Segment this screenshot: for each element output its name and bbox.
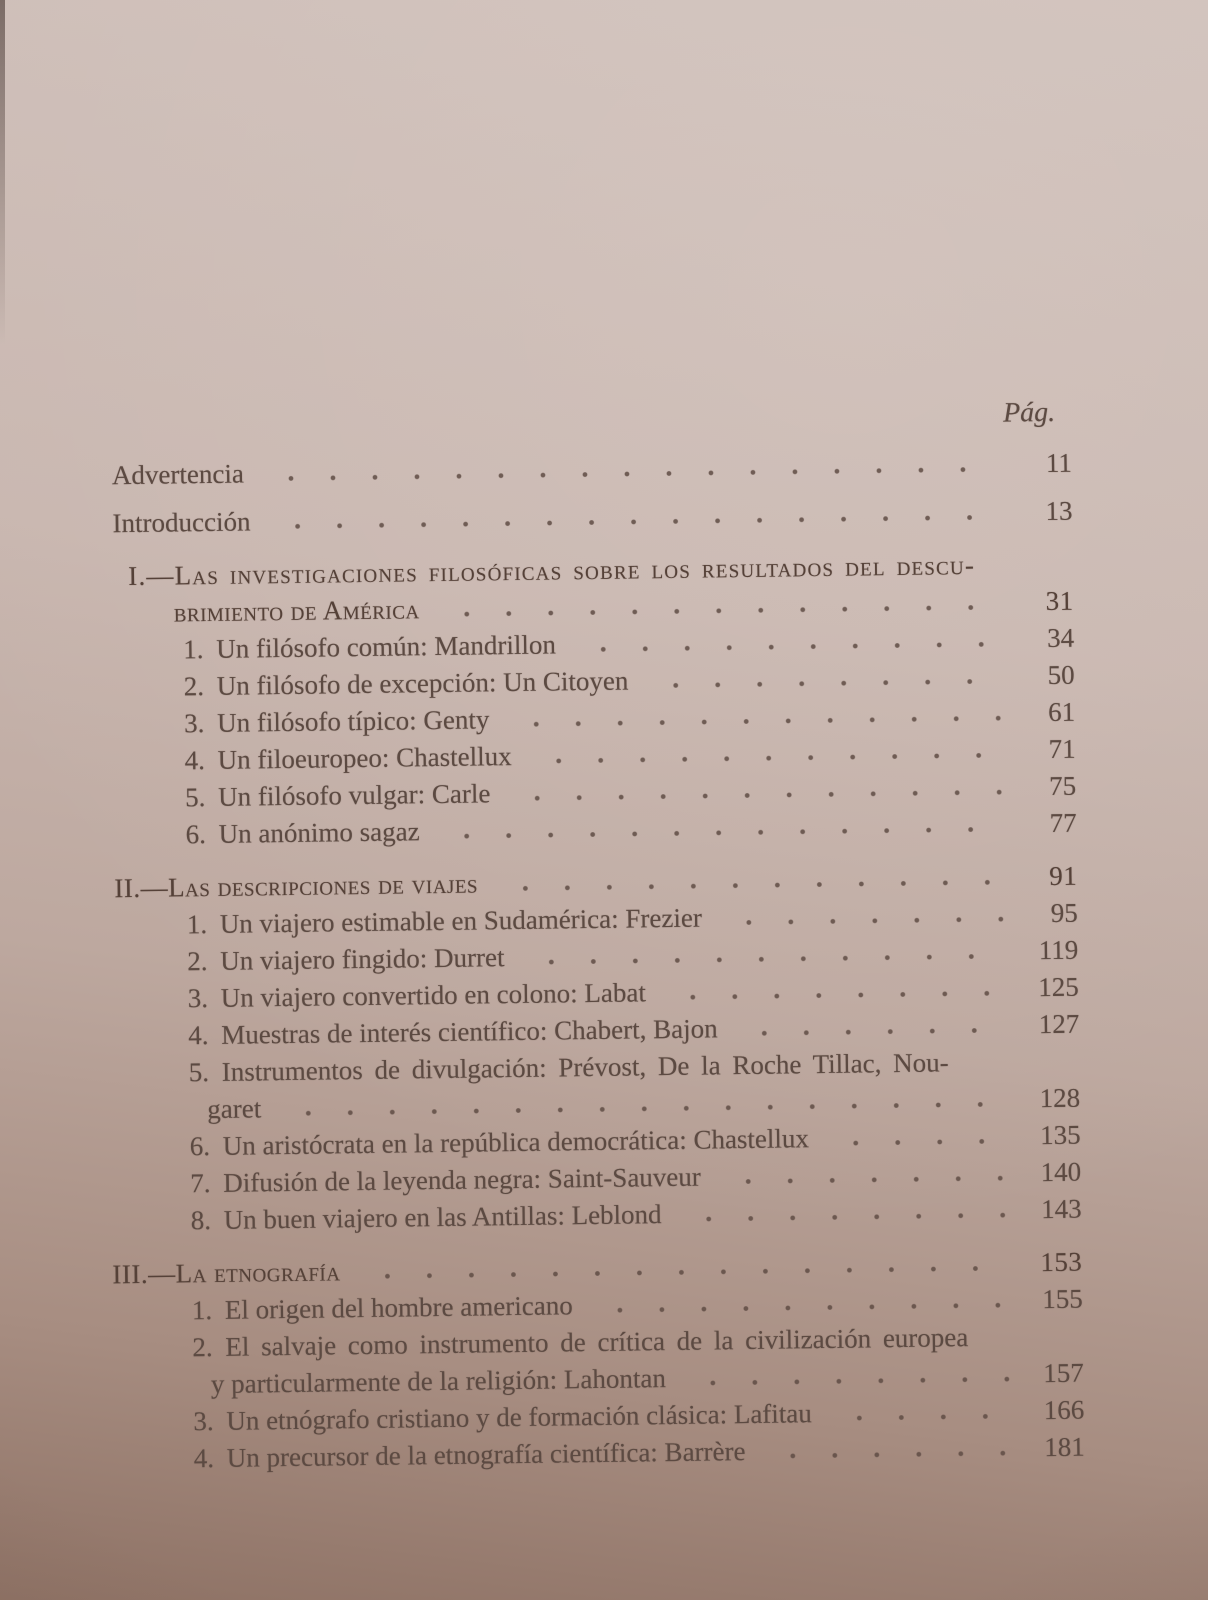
dot-leader [838,1413,1011,1422]
toc-entry-text: Un viajero estimable en Sudamérica: Frezier [219,902,703,939]
toc-entry-text: III.—La etnografía [112,1256,341,1290]
toc-entry-number: 1. [183,634,204,665]
toc-entry-text: Introducción [112,506,251,539]
toc-entry-number: 4. [188,1020,209,1051]
dot-leader [366,1265,1008,1280]
toc-entry-number: 2. [192,1332,213,1363]
toc-row [102,493,1072,543]
toc-entry-text: brimiento de América [173,594,420,628]
toc-entry-text: El salvaje como instrumento de crítica de la civilización europea [225,1322,969,1362]
dot-leader [287,1101,1006,1117]
toc-rows [102,445,1085,1479]
dot-leader [772,1450,1011,1460]
dot-leader [692,1376,1010,1387]
dot-leader [516,789,1002,802]
toc-entry-page: 181 [1044,1431,1085,1463]
toc-entry-number: 5. [184,782,206,813]
toc-entry-number: 5. [188,1057,210,1088]
toc-entry-text: Un filósofo de excepción: Un Citoyen [216,665,629,701]
toc-entry-text: Difusión de la leyenda negra: Saint-Sauveur [223,1161,701,1198]
dot-leader [270,466,998,483]
page-column-header-label: Pág. [1002,396,1056,429]
toc-entry-text: Un aristócrata en la república democrática: Chastellux [222,1123,810,1161]
toc-entry-text: Un filósofo común: Mandrillon [216,629,557,664]
toc-entry-text: II.—Las descripciones de viajes [114,868,479,904]
toc-entry-text: Un filósofo vulgar: Carle [217,778,491,812]
toc-entry-text: I.—Las investigaciones filosóficas sobre los resultados del descu- [128,549,976,592]
dot-leader [446,604,1000,618]
toc-entry-text: El origen del hombre americano [224,1290,573,1325]
toc-entry-number: 4. [193,1443,215,1474]
toc-entry-text: Instrumentos de divulgación: Prévost, De la Roche Tillac, Nou- [221,1047,949,1087]
table-of-contents [101,392,1085,1479]
toc-entry-text: Advertencia [111,458,245,491]
toc-entry-page: 125 [1038,971,1079,1003]
toc-entry-page: 31 [1045,585,1074,617]
dot-leader [728,916,1004,927]
toc-entry-number: 3. [183,708,205,739]
toc-entry-page: 128 [1039,1082,1081,1114]
dot-leader [727,1175,1007,1186]
dot-leader [744,1027,1006,1037]
toc-entry-page: 91 [1049,860,1078,892]
toc-entry-text: Un viajero fingido: Durret [220,942,505,976]
toc-entry-page: 135 [1039,1119,1081,1151]
dot-leader [599,1302,1009,1314]
dot-leader [504,879,1003,893]
toc-entry-number: 8. [190,1205,212,1236]
toc-entry-text: Un etnógrafo cristiano y de formación clásica: Lafitau [226,1398,812,1436]
dot-leader [688,1212,1008,1223]
dot-leader [277,514,999,530]
toc-entry-number: 2. [187,946,208,977]
dot-leader [538,752,1002,765]
page-left-edge-shadow [0,0,5,345]
toc-entry-number: 4. [184,745,206,776]
toc-entry-page: 143 [1040,1193,1082,1225]
toc-entry-page: 157 [1043,1357,1084,1389]
toc-entry-number: 1. [186,909,208,940]
toc-entry-text: Un anónimo sagaz [218,816,420,849]
toc-entry-page: 140 [1040,1156,1082,1188]
toc-entry-page: 11 [1045,447,1073,479]
dot-leader [582,641,1000,653]
toc-entry-page: 153 [1040,1246,1083,1278]
toc-entry-page: 95 [1050,897,1078,929]
toc-entry-text: Un filósofo típico: Genty [216,704,490,738]
toc-entry-number: 3. [187,983,209,1014]
toc-entry-number: 6. [189,1131,211,1162]
dot-leader [515,715,1001,728]
dot-leader [530,953,1004,966]
toc-entry-page: 34 [1046,622,1075,654]
toc-entry-number: 2. [183,671,205,702]
toc-entry-text: Un filoeuropeo: Chastellux [217,741,512,775]
toc-entry-text: Un buen viajero en las Antillas: Leblond [223,1199,662,1235]
dot-leader [835,1138,1007,1147]
toc-entry-page: 127 [1038,1008,1080,1040]
toc-entry-page: 155 [1042,1283,1083,1315]
dot-leader [446,826,1003,840]
toc-entry-number: 1. [191,1295,213,1326]
page-column-header [101,392,1071,447]
toc-entry-page: 13 [1045,495,1073,527]
toc-entry-text: garet [207,1093,262,1125]
toc-entry-page: 166 [1043,1394,1085,1426]
dot-leader [654,678,1000,690]
dot-leader [672,990,1005,1001]
toc-entry-page: 61 [1047,696,1076,728]
toc-entry-page: 119 [1038,934,1079,966]
toc-entry-page: 50 [1047,659,1075,691]
toc-entry-number: 6. [185,819,207,850]
toc-entry-number: 7. [190,1168,211,1199]
toc-entry-text: y particularmente de la religión: Lahontan [210,1363,667,1400]
toc-entry-page: 77 [1049,807,1077,839]
toc-row [102,445,1072,495]
toc-entry-page: 75 [1048,770,1077,802]
toc-entry-text: Muestras de interés científico: Chabert, Bajon [221,1013,718,1050]
toc-entry-number: 3. [193,1406,214,1437]
toc-entry-text: Un viajero convertido en colono: Labat [220,977,647,1013]
toc-entry-page: 71 [1048,733,1076,765]
toc-entry-text: Un precursor de la etnografía científica: Barrère [226,1436,746,1473]
